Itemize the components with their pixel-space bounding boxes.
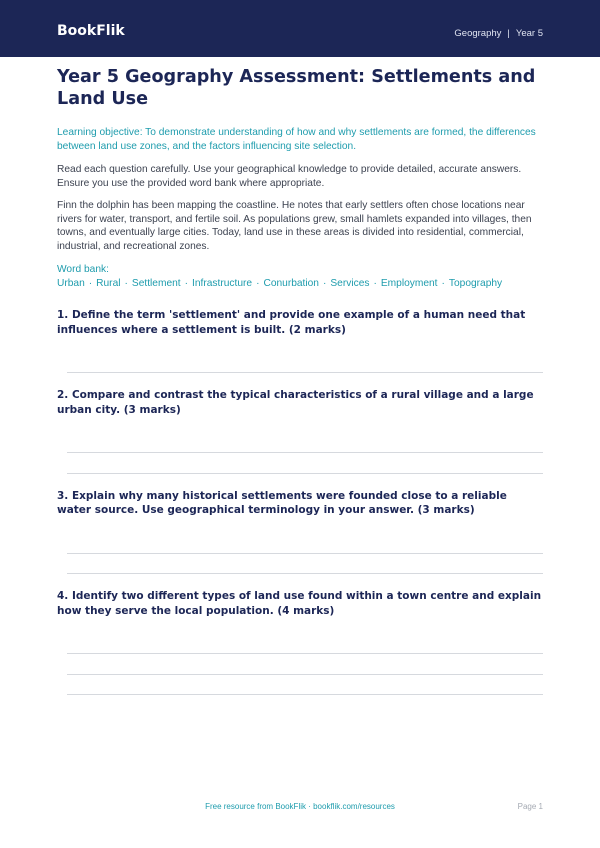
word-bank-term: Employment xyxy=(380,277,438,289)
word-separator: · xyxy=(256,277,260,289)
question-4: 4. Identify two different types of land use found within a town centre and explain how they serve the local population. (4 marks) xyxy=(57,590,542,617)
answer-line[interactable] xyxy=(67,363,543,373)
word-bank-term: Urban xyxy=(57,277,85,289)
answer-line[interactable] xyxy=(67,443,543,453)
answer-lines-2 xyxy=(67,443,543,474)
answer-line[interactable] xyxy=(67,453,543,474)
question-2: 2. Compare and contrast the typical characteristics of a rural village and a large urban city. (3 marks) xyxy=(57,389,534,416)
word-bank-label: Word bank: xyxy=(57,264,109,275)
word-separator: · xyxy=(88,277,93,289)
word-separator: · xyxy=(373,277,377,289)
word-separator: · xyxy=(322,277,327,289)
answer-line[interactable] xyxy=(67,654,543,675)
footer-link[interactable]: Free resource from BookFlik · bookflik.com/resources xyxy=(205,802,395,811)
question-3: 3. Explain why many historical settlements were founded close to a reliable water source. Use geographical terminology in your answer. (3 marks) xyxy=(57,489,507,516)
breadcrumb xyxy=(454,28,543,39)
word-separator: · xyxy=(441,277,445,289)
word-bank-term: Settlement xyxy=(131,277,181,289)
breadcrumb-year[interactable]: Year 5 xyxy=(515,28,543,39)
word-bank-term: Rural xyxy=(96,277,121,289)
word-bank xyxy=(57,263,543,290)
word-separator: · xyxy=(184,277,189,289)
story-text: Finn the dolphin has been mapping the coastline. He notes that early settlers often chose locations near rivers for water, transport, and fertile soil. As populations grew, small hamlets expanded into villages, then towns, and eventually large cities. Today, land use in these areas is divided into residential, commercial, industrial, and recreational zones. xyxy=(57,200,532,252)
answer-line[interactable] xyxy=(67,675,543,696)
word-bank-words xyxy=(57,278,502,289)
instructions-text: Read each question carefully. Use your geographical knowledge to provide detailed, accurate answers. Ensure you use the provided word bank where appropriate. xyxy=(57,164,522,189)
answer-lines-4 xyxy=(67,644,543,695)
page-number: Page 1 xyxy=(517,802,543,811)
answer-lines-3 xyxy=(67,544,543,575)
answer-line[interactable] xyxy=(67,554,543,575)
page-title: Year 5 Geography Assessment: Settlements and Land Use xyxy=(57,67,536,109)
word-separator: · xyxy=(124,277,128,289)
answer-line[interactable] xyxy=(67,644,543,654)
worksheet-body xyxy=(57,66,543,695)
brand-logo[interactable]: BookFlik xyxy=(57,23,125,39)
answer-line[interactable] xyxy=(67,544,543,554)
page-header xyxy=(0,0,600,57)
word-bank-term: Infrastructure xyxy=(192,277,253,289)
word-bank-term: Conurbation xyxy=(263,277,319,289)
word-bank-term: Topography xyxy=(448,277,503,289)
breadcrumb-separator: | xyxy=(507,28,510,39)
word-bank-term: Services xyxy=(330,277,370,289)
breadcrumb-subject[interactable]: Geography xyxy=(454,28,502,39)
answer-lines-1 xyxy=(67,363,543,373)
learning-objective: Learning objective: To demonstrate understanding of how and why settlements are formed, the differences between land use zones, and the factors influencing site selection. xyxy=(57,127,536,152)
question-1: 1. Define the term 'settlement' and provide one example of a human need that influences where a settlement is built. (2 marks) xyxy=(57,309,526,336)
